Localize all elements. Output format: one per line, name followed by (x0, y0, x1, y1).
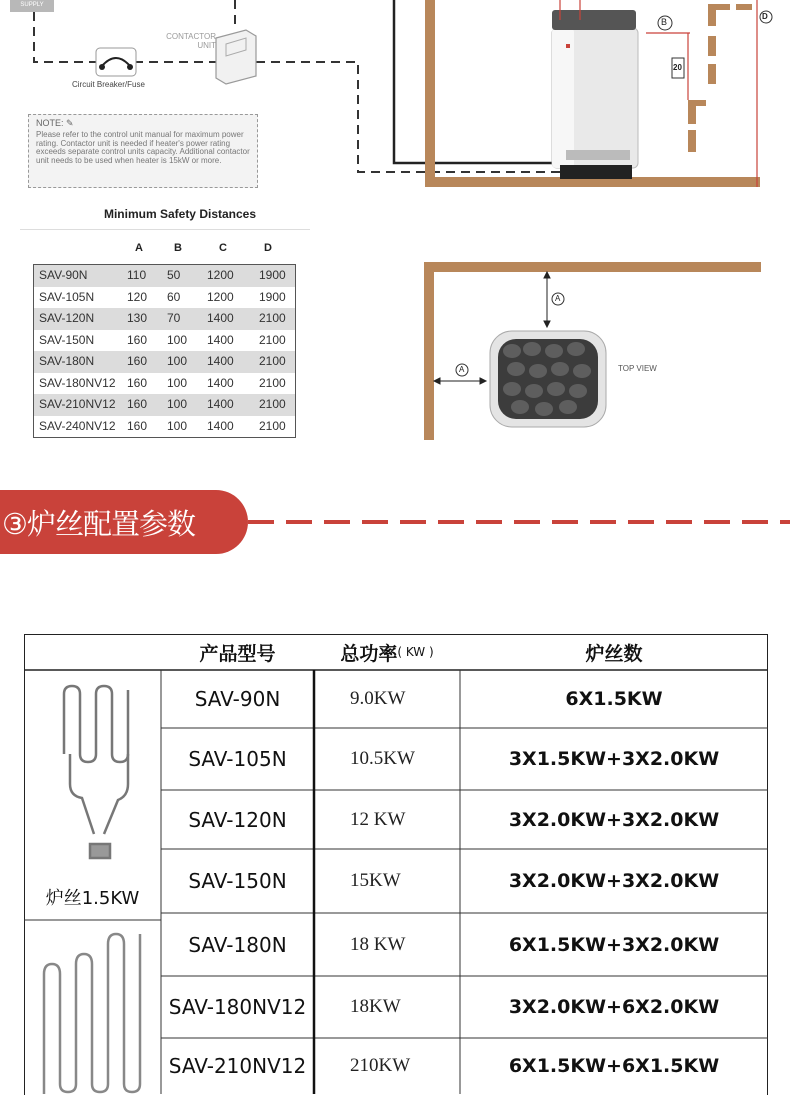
table-row: SAV-180NV12 160 100 1400 2100 (39, 375, 286, 390)
contactor-unit-label: CONTACTOR UNIT (166, 32, 216, 50)
table-row: SAV-210NV12 160 100 1400 2100 (34, 394, 296, 416)
table-row: SAV-180N 160 100 1400 2100 (34, 351, 296, 373)
heater-top-icon (490, 331, 606, 427)
table-row: SAV-240NV12 160 100 1400 2100 (39, 418, 286, 433)
circuit-breaker-icon (96, 48, 136, 76)
heating-element-icon (64, 686, 128, 858)
heating-element-label: 炉丝1.5KW (45, 888, 140, 909)
table-row: SAV-120N 130 70 1400 2100 (34, 308, 296, 330)
dim-20-label: 20 (673, 63, 682, 72)
row-model: SAV-105N (188, 747, 287, 771)
dim-a-label-side: A (459, 365, 465, 374)
row-model: SAV-210NV12 (168, 1054, 307, 1078)
row-power: 9.0KW (350, 688, 406, 709)
header-model: 产品型号 (199, 642, 276, 665)
row-power: 10.5KW (350, 748, 415, 769)
row-wires: 3X2.0KW+3X2.0KW (508, 870, 720, 892)
top-view-diagram (420, 255, 770, 445)
pencil-icon: ✎ (66, 118, 74, 128)
row-wires: 3X2.0KW+6X2.0KW (508, 996, 720, 1018)
safety-table-title: Minimum Safety Distances (103, 207, 257, 221)
dim-a-label-top: A (555, 294, 561, 303)
row-power: 15KW (350, 870, 401, 891)
header-power: 总功率 ( KW ) (340, 642, 434, 665)
row-power: 18 KW (350, 933, 406, 955)
row-model: SAV-90N (194, 687, 281, 711)
row-wires: 6X1.5KW (565, 688, 663, 710)
header-d: D (264, 242, 272, 254)
wall-top (424, 262, 761, 272)
row-wires: 6X1.5KW+6X1.5KW (508, 1055, 720, 1077)
row-wires: 6X1.5KW+3X2.0KW (508, 933, 720, 956)
note-title: NOTE: ✎ (36, 118, 74, 128)
wire-config-table (24, 634, 768, 1094)
circuit-breaker-label: Circuit Breaker/Fuse (72, 80, 145, 89)
note-text: Please refer to the control unit manual for maximum power rating. Contactor unit is needed if heater's power rating exceeds separate control units capacity. Additional contactor unit needs to be used when heater is 15kW or more. (36, 130, 250, 165)
table-row: SAV-105N 120 60 1200 1900 (39, 289, 286, 304)
header-wires: 炉丝数 (585, 642, 643, 665)
heating-element-icon (44, 934, 140, 1094)
contactor-unit-icon (216, 30, 256, 84)
top-view-label: TOP VIEW (618, 364, 657, 373)
row-wires: 3X2.0KW+3X2.0KW (508, 808, 720, 831)
heater-side-icon (552, 10, 638, 179)
wall-left (425, 0, 435, 187)
dim-b-label: B (661, 17, 668, 27)
safety-distance-table (33, 264, 296, 438)
header-c: C (219, 242, 227, 254)
header-power-unit: ( KW ) (397, 645, 434, 659)
table-row: SAV-150N 160 100 1400 2100 (39, 332, 286, 347)
row-model: SAV-180N (188, 932, 287, 957)
wall-left (424, 262, 434, 440)
divider (20, 229, 310, 230)
row-power: 18KW (350, 996, 401, 1017)
row-wires: 3X1.5KW+3X2.0KW (508, 748, 720, 770)
header-a: A (135, 242, 143, 254)
row-power: 12 KW (350, 808, 406, 830)
row-model: SAV-180NV12 (168, 995, 307, 1019)
supply-label: SUPPLY (20, 2, 44, 8)
row-model: SAV-120N (188, 807, 287, 832)
dim-d-label: D (762, 12, 768, 21)
section-dash-line (248, 520, 790, 524)
row-model: SAV-150N (188, 869, 287, 893)
row-power: 210KW (350, 1055, 411, 1076)
section-title: ③炉丝配置参数 (2, 507, 195, 541)
table-row: SAV-90N 110 50 1200 1900 (34, 265, 296, 287)
header-b: B (174, 242, 182, 254)
